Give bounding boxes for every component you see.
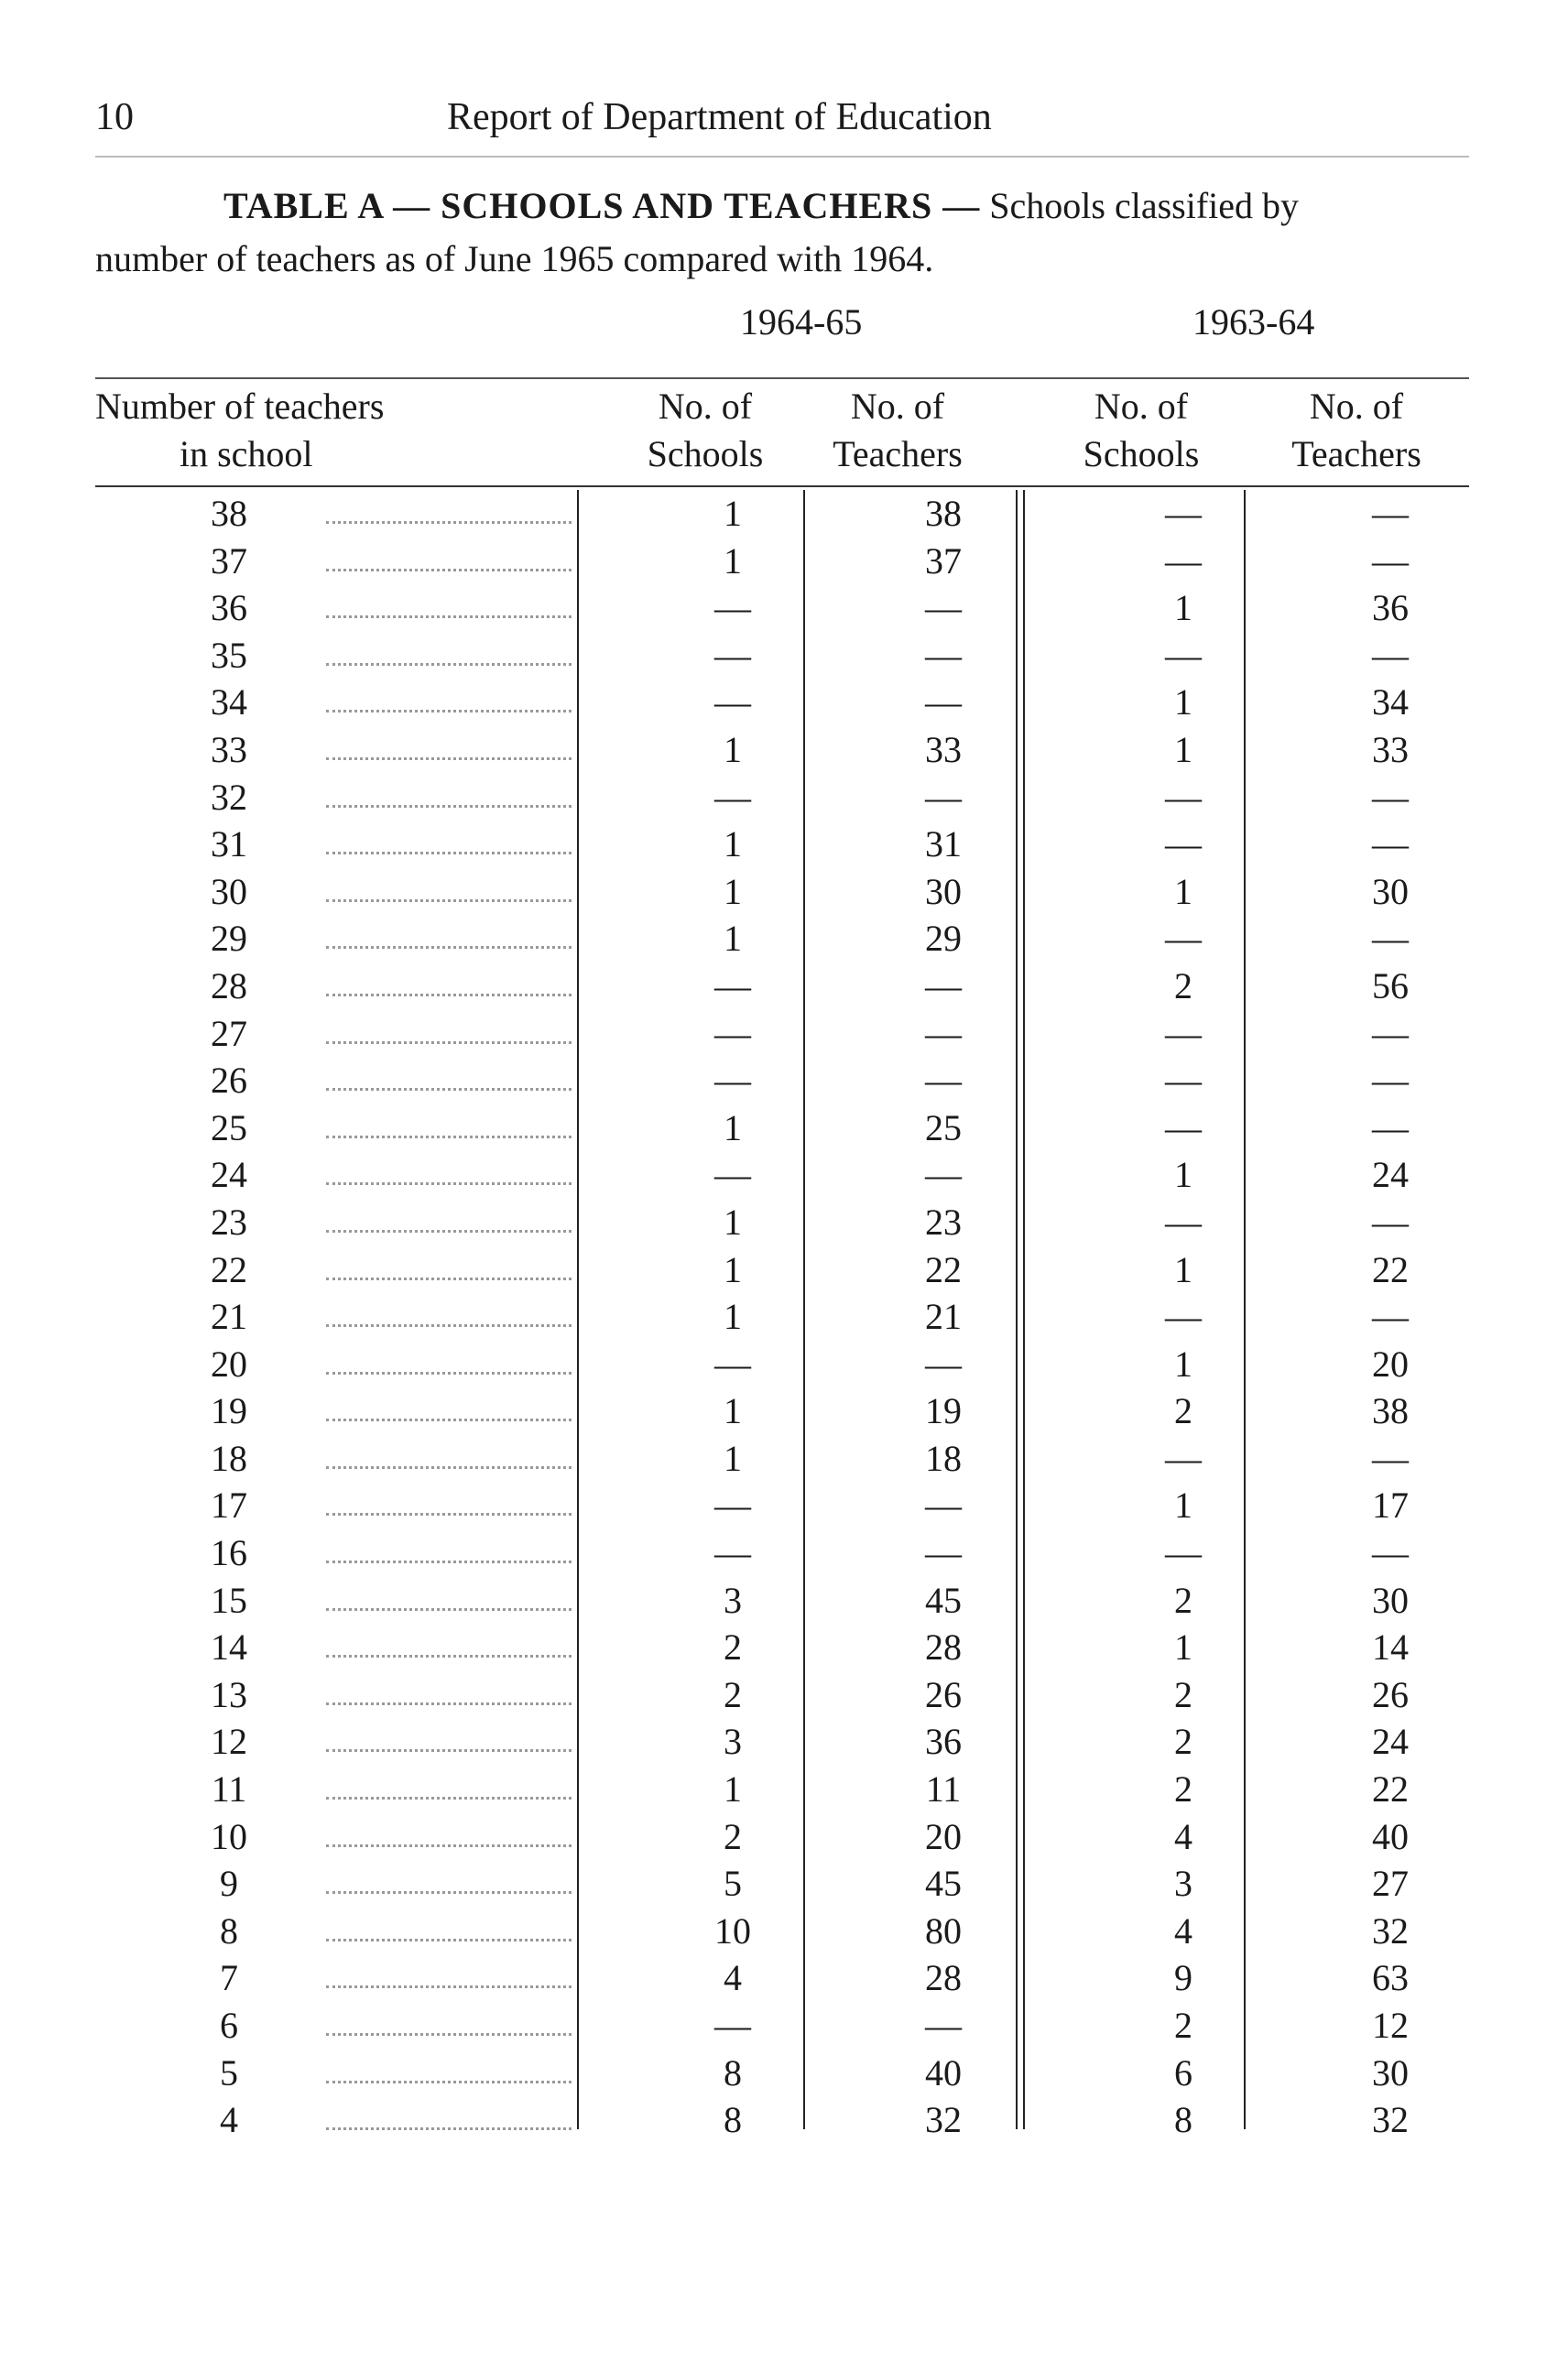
cell-teachers-current: 28 bbox=[925, 1626, 962, 1669]
table-row bbox=[0, 1718, 1568, 1766]
cell-teachers-current: 26 bbox=[925, 1673, 962, 1715]
running-head bbox=[95, 95, 1469, 150]
table-row bbox=[0, 1860, 1568, 1908]
cell-teachers-current: 32 bbox=[925, 2099, 962, 2141]
cell-schools-previous: — bbox=[1165, 634, 1202, 676]
table-row bbox=[0, 1010, 1568, 1058]
cell-number-of-teachers: 13 bbox=[211, 1673, 247, 1715]
cell-schools-previous: 3 bbox=[1174, 1863, 1192, 1905]
dot-leader bbox=[326, 1324, 572, 1327]
cell-schools-current: 1 bbox=[724, 539, 742, 582]
cell-schools-current: — bbox=[714, 634, 751, 676]
dot-leader bbox=[326, 1466, 572, 1469]
column-header-line2: Teachers bbox=[1291, 433, 1421, 474]
cell-schools-previous: 2 bbox=[1174, 2005, 1192, 2046]
column-header-number-line2: in school bbox=[180, 433, 313, 474]
cell-schools-previous: 1 bbox=[1174, 1485, 1192, 1527]
cell-teachers-current: 29 bbox=[925, 918, 962, 960]
cell-number-of-teachers: 19 bbox=[211, 1390, 247, 1432]
cell-number-of-teachers: 24 bbox=[211, 1154, 247, 1196]
cell-teachers-previous: 33 bbox=[1372, 728, 1409, 770]
table-row bbox=[0, 915, 1568, 963]
cell-teachers-previous: — bbox=[1372, 776, 1409, 818]
cell-schools-current: — bbox=[714, 964, 751, 1006]
cell-teachers-previous: — bbox=[1372, 823, 1409, 865]
dot-leader bbox=[326, 569, 572, 571]
cell-schools-current: — bbox=[714, 1154, 751, 1196]
table-top-rule bbox=[95, 377, 1469, 379]
cell-teachers-current: — bbox=[925, 681, 962, 723]
column-header-schools-current bbox=[623, 383, 788, 478]
cell-teachers-current: 31 bbox=[925, 823, 962, 865]
dot-leader bbox=[326, 1655, 572, 1658]
cell-schools-current: 1 bbox=[724, 1106, 742, 1148]
table-row bbox=[0, 2050, 1568, 2097]
cell-schools-previous: 4 bbox=[1174, 1909, 1192, 1952]
table-row bbox=[0, 1246, 1568, 1294]
cell-schools-previous: 1 bbox=[1174, 870, 1192, 912]
table-row bbox=[0, 1199, 1568, 1246]
cell-number-of-teachers: 17 bbox=[211, 1485, 247, 1527]
dot-leader bbox=[326, 1041, 572, 1044]
dot-leader bbox=[326, 1561, 572, 1563]
cell-teachers-current: — bbox=[925, 1154, 962, 1196]
cell-schools-previous: 8 bbox=[1174, 2099, 1192, 2141]
dot-leader bbox=[326, 615, 572, 618]
cell-schools-previous: 1 bbox=[1174, 681, 1192, 723]
dot-leader bbox=[326, 899, 572, 902]
cell-number-of-teachers: 10 bbox=[211, 1815, 247, 1857]
cell-schools-current: 1 bbox=[724, 1768, 742, 1811]
cell-teachers-current: — bbox=[925, 1485, 962, 1527]
cell-teachers-previous: 20 bbox=[1372, 1343, 1409, 1385]
cell-schools-previous: 2 bbox=[1174, 964, 1192, 1006]
cell-schools-current: 1 bbox=[724, 728, 742, 770]
cell-teachers-current: 20 bbox=[925, 1815, 962, 1857]
cell-teachers-previous: 12 bbox=[1372, 2005, 1409, 2046]
cell-teachers-current: — bbox=[925, 1532, 962, 1574]
cell-teachers-previous: 24 bbox=[1372, 1154, 1409, 1196]
cell-schools-current: 1 bbox=[724, 1296, 742, 1338]
year-previous-label: 1963-64 bbox=[1192, 301, 1315, 343]
dot-leader bbox=[326, 710, 572, 712]
cell-schools-current: — bbox=[714, 1012, 751, 1054]
cell-number-of-teachers: 15 bbox=[211, 1579, 247, 1621]
table-row bbox=[0, 1387, 1568, 1435]
table-row bbox=[0, 584, 1568, 632]
cell-number-of-teachers: 31 bbox=[211, 823, 247, 865]
dot-leader bbox=[326, 1608, 572, 1611]
cell-schools-previous: 1 bbox=[1174, 1343, 1192, 1385]
table-row bbox=[0, 1104, 1568, 1152]
cell-schools-current: 8 bbox=[724, 2099, 742, 2141]
cell-teachers-previous: 56 bbox=[1372, 964, 1409, 1006]
cell-number-of-teachers: 30 bbox=[211, 870, 247, 912]
table-row bbox=[0, 1151, 1568, 1199]
cell-teachers-previous: — bbox=[1372, 1532, 1409, 1574]
cell-schools-previous: 1 bbox=[1174, 728, 1192, 770]
cell-schools-previous: — bbox=[1165, 1532, 1202, 1574]
cell-teachers-previous: — bbox=[1372, 1012, 1409, 1054]
cell-teachers-previous: 22 bbox=[1372, 1768, 1409, 1811]
table-row bbox=[0, 1293, 1568, 1341]
table-title: TABLE A — SCHOOLS AND TEACHERS — bbox=[223, 185, 981, 226]
cell-schools-previous: 2 bbox=[1174, 1390, 1192, 1432]
cell-teachers-previous: — bbox=[1372, 918, 1409, 960]
cell-schools-previous: 4 bbox=[1174, 1815, 1192, 1857]
cell-teachers-previous: — bbox=[1372, 1296, 1409, 1338]
cell-number-of-teachers: 23 bbox=[211, 1201, 247, 1243]
cell-number-of-teachers: 27 bbox=[211, 1012, 247, 1054]
column-header-schools-previous bbox=[1050, 383, 1233, 478]
cell-schools-previous: — bbox=[1165, 1296, 1202, 1338]
cell-number-of-teachers: 6 bbox=[220, 2005, 238, 2046]
cell-schools-previous: 1 bbox=[1174, 1154, 1192, 1196]
dot-leader bbox=[326, 1182, 572, 1185]
table-row bbox=[0, 679, 1568, 726]
dot-leader bbox=[326, 1702, 572, 1705]
cell-teachers-current: 33 bbox=[925, 728, 962, 770]
dot-leader bbox=[326, 663, 572, 666]
cell-schools-current: 10 bbox=[714, 1909, 751, 1952]
cell-schools-current: 1 bbox=[724, 870, 742, 912]
cell-number-of-teachers: 16 bbox=[211, 1532, 247, 1574]
column-header-number-of-teachers bbox=[95, 383, 480, 478]
cell-schools-previous: 2 bbox=[1174, 1721, 1192, 1763]
cell-teachers-current: 22 bbox=[925, 1248, 962, 1290]
running-title: Report of Department of Education bbox=[447, 96, 992, 138]
cell-teachers-previous: 30 bbox=[1372, 2051, 1409, 2094]
dot-leader bbox=[326, 521, 572, 524]
dot-leader bbox=[326, 1749, 572, 1752]
cell-schools-current: 3 bbox=[724, 1579, 742, 1621]
table-row bbox=[0, 538, 1568, 585]
cell-schools-current: — bbox=[714, 1060, 751, 1102]
dot-leader bbox=[326, 2127, 572, 2130]
table-row bbox=[0, 1766, 1568, 1813]
cell-teachers-current: 11 bbox=[925, 1768, 962, 1811]
cell-schools-current: 3 bbox=[724, 1721, 742, 1763]
cell-teachers-current: — bbox=[925, 964, 962, 1006]
cell-teachers-current: — bbox=[925, 776, 962, 818]
cell-teachers-previous: 22 bbox=[1372, 1248, 1409, 1290]
cell-teachers-current: 21 bbox=[925, 1296, 962, 1338]
dot-leader bbox=[326, 1372, 572, 1375]
cell-teachers-current: 19 bbox=[925, 1390, 962, 1432]
cell-schools-previous: — bbox=[1165, 823, 1202, 865]
cell-teachers-previous: — bbox=[1372, 634, 1409, 676]
table-body bbox=[0, 490, 1568, 2144]
dot-leader bbox=[326, 1513, 572, 1516]
header-divider bbox=[95, 156, 1469, 158]
cell-schools-previous: — bbox=[1165, 493, 1202, 534]
table-row bbox=[0, 1482, 1568, 1529]
table-row bbox=[0, 490, 1568, 538]
cell-teachers-previous: 40 bbox=[1372, 1815, 1409, 1857]
column-header-number-line1: Number of teachers bbox=[95, 386, 385, 427]
cell-number-of-teachers: 37 bbox=[211, 539, 247, 582]
cell-teachers-previous: 30 bbox=[1372, 1579, 1409, 1621]
dot-leader bbox=[326, 805, 572, 808]
cell-teachers-current: — bbox=[925, 2005, 962, 2046]
caption-text-2: number of teachers as of June 1965 compared with 1964. bbox=[95, 238, 934, 279]
cell-schools-current: 2 bbox=[724, 1626, 742, 1669]
cell-schools-current: 5 bbox=[724, 1863, 742, 1905]
cell-teachers-current: 23 bbox=[925, 1201, 962, 1243]
cell-teachers-previous: 26 bbox=[1372, 1673, 1409, 1715]
cell-number-of-teachers: 38 bbox=[211, 493, 247, 534]
cell-teachers-current: 18 bbox=[925, 1437, 962, 1479]
cell-teachers-current: — bbox=[925, 1343, 962, 1385]
cell-schools-current: — bbox=[714, 1343, 751, 1385]
year-current-label: 1964-65 bbox=[740, 301, 863, 343]
cell-number-of-teachers: 26 bbox=[211, 1060, 247, 1102]
dot-leader bbox=[326, 852, 572, 854]
cell-schools-current: 1 bbox=[724, 918, 742, 960]
cell-teachers-previous: 30 bbox=[1372, 870, 1409, 912]
cell-teachers-current: 28 bbox=[925, 1957, 962, 1999]
cell-schools-current: — bbox=[714, 1532, 751, 1574]
cell-number-of-teachers: 4 bbox=[220, 2099, 238, 2141]
column-header-line2: Teachers bbox=[833, 433, 963, 474]
cell-number-of-teachers: 33 bbox=[211, 728, 247, 770]
cell-teachers-current: — bbox=[925, 587, 962, 629]
cell-teachers-previous: — bbox=[1372, 1060, 1409, 1102]
cell-schools-previous: 9 bbox=[1174, 1957, 1192, 1999]
cell-number-of-teachers: 25 bbox=[211, 1106, 247, 1148]
cell-schools-current: 8 bbox=[724, 2051, 742, 2094]
table-row bbox=[0, 1577, 1568, 1625]
cell-teachers-current: 38 bbox=[925, 493, 962, 534]
table-row bbox=[0, 821, 1568, 868]
cell-number-of-teachers: 29 bbox=[211, 918, 247, 960]
cell-teachers-current: — bbox=[925, 1060, 962, 1102]
cell-schools-current: — bbox=[714, 776, 751, 818]
cell-teachers-current: 30 bbox=[925, 870, 962, 912]
table-row bbox=[0, 774, 1568, 821]
cell-schools-current: 1 bbox=[724, 493, 742, 534]
cell-teachers-current: 37 bbox=[925, 539, 962, 582]
cell-teachers-previous: — bbox=[1372, 1201, 1409, 1243]
dot-leader bbox=[326, 946, 572, 949]
column-header-line1: No. of bbox=[658, 386, 753, 427]
table-row bbox=[0, 1057, 1568, 1104]
page-number: 10 bbox=[95, 96, 134, 138]
column-header-teachers-current bbox=[806, 383, 989, 478]
dot-leader bbox=[326, 1419, 572, 1421]
cell-schools-current: — bbox=[714, 1485, 751, 1527]
cell-schools-current: 2 bbox=[724, 1673, 742, 1715]
cell-teachers-previous: 34 bbox=[1372, 681, 1409, 723]
caption-line-1 bbox=[95, 179, 1478, 233]
cell-number-of-teachers: 21 bbox=[211, 1296, 247, 1338]
table-row bbox=[0, 2096, 1568, 2144]
cell-schools-current: 1 bbox=[724, 823, 742, 865]
dot-leader bbox=[326, 1136, 572, 1138]
cell-schools-current: 1 bbox=[724, 1248, 742, 1290]
cell-teachers-previous: 17 bbox=[1372, 1485, 1409, 1527]
dot-leader bbox=[326, 1985, 572, 1988]
cell-teachers-previous: — bbox=[1372, 1437, 1409, 1479]
cell-teachers-previous: 63 bbox=[1372, 1957, 1409, 1999]
cell-schools-current: 1 bbox=[724, 1390, 742, 1432]
column-header-teachers-previous bbox=[1251, 383, 1462, 478]
cell-number-of-teachers: 28 bbox=[211, 964, 247, 1006]
table-row bbox=[0, 1954, 1568, 2002]
cell-teachers-previous: 32 bbox=[1372, 1909, 1409, 1952]
cell-number-of-teachers: 36 bbox=[211, 587, 247, 629]
cell-schools-previous: 2 bbox=[1174, 1768, 1192, 1811]
table-row bbox=[0, 1908, 1568, 1955]
table-row bbox=[0, 1529, 1568, 1577]
dot-leader bbox=[326, 757, 572, 760]
cell-schools-current: — bbox=[714, 587, 751, 629]
table-row bbox=[0, 1813, 1568, 1861]
table-header-rule bbox=[95, 485, 1469, 487]
dot-leader bbox=[326, 1797, 572, 1800]
cell-schools-previous: 2 bbox=[1174, 1673, 1192, 1715]
table-row bbox=[0, 1624, 1568, 1671]
dot-leader bbox=[326, 2033, 572, 2036]
cell-schools-previous: — bbox=[1165, 776, 1202, 818]
cell-schools-previous: — bbox=[1165, 1060, 1202, 1102]
cell-number-of-teachers: 8 bbox=[220, 1909, 238, 1952]
table-row bbox=[0, 632, 1568, 680]
cell-teachers-current: 45 bbox=[925, 1579, 962, 1621]
cell-number-of-teachers: 11 bbox=[211, 1768, 247, 1811]
cell-schools-previous: 1 bbox=[1174, 587, 1192, 629]
cell-number-of-teachers: 7 bbox=[220, 1957, 238, 1999]
dot-leader bbox=[326, 1939, 572, 1941]
cell-number-of-teachers: 34 bbox=[211, 681, 247, 723]
cell-teachers-previous: 36 bbox=[1372, 587, 1409, 629]
cell-teachers-previous: 32 bbox=[1372, 2099, 1409, 2141]
column-header-line1: No. of bbox=[1309, 386, 1404, 427]
cell-schools-current: 2 bbox=[724, 1815, 742, 1857]
cell-teachers-current: — bbox=[925, 634, 962, 676]
cell-schools-previous: — bbox=[1165, 918, 1202, 960]
cell-schools-previous: — bbox=[1165, 1201, 1202, 1243]
column-header-line2: Schools bbox=[647, 433, 764, 474]
cell-schools-previous: — bbox=[1165, 1106, 1202, 1148]
cell-schools-current: — bbox=[714, 681, 751, 723]
column-header-line1: No. of bbox=[850, 386, 945, 427]
dot-leader bbox=[326, 994, 572, 996]
cell-number-of-teachers: 18 bbox=[211, 1437, 247, 1479]
table-row bbox=[0, 1435, 1568, 1483]
dot-leader bbox=[326, 2081, 572, 2083]
dot-leader bbox=[326, 1230, 572, 1233]
caption-text-1: Schools classified by bbox=[989, 185, 1300, 226]
table-row bbox=[0, 1341, 1568, 1388]
cell-number-of-teachers: 12 bbox=[211, 1721, 247, 1763]
table-row bbox=[0, 2002, 1568, 2050]
cell-teachers-current: — bbox=[925, 1012, 962, 1054]
table-row bbox=[0, 726, 1568, 774]
cell-number-of-teachers: 14 bbox=[211, 1626, 247, 1669]
dot-leader bbox=[326, 1088, 572, 1091]
dot-leader bbox=[326, 1891, 572, 1894]
cell-schools-current: 1 bbox=[724, 1201, 742, 1243]
table-caption bbox=[95, 179, 1478, 286]
cell-teachers-current: 80 bbox=[925, 1909, 962, 1952]
cell-schools-previous: — bbox=[1165, 1012, 1202, 1054]
table-row bbox=[0, 963, 1568, 1010]
cell-schools-previous: 1 bbox=[1174, 1248, 1192, 1290]
cell-schools-previous: 6 bbox=[1174, 2051, 1192, 2094]
cell-number-of-teachers: 5 bbox=[220, 2051, 238, 2094]
dot-leader bbox=[326, 1278, 572, 1280]
cell-teachers-current: 25 bbox=[925, 1106, 962, 1148]
cell-teachers-previous: 38 bbox=[1372, 1390, 1409, 1432]
cell-schools-previous: — bbox=[1165, 1437, 1202, 1479]
cell-number-of-teachers: 20 bbox=[211, 1343, 247, 1385]
cell-teachers-previous: 14 bbox=[1372, 1626, 1409, 1669]
cell-schools-previous: 2 bbox=[1174, 1579, 1192, 1621]
cell-teachers-current: 40 bbox=[925, 2051, 962, 2094]
cell-teachers-previous: — bbox=[1372, 493, 1409, 534]
cell-schools-previous: 1 bbox=[1174, 1626, 1192, 1669]
cell-schools-current: 1 bbox=[724, 1437, 742, 1479]
table-row bbox=[0, 1671, 1568, 1719]
cell-schools-current: — bbox=[714, 2005, 751, 2046]
cell-teachers-previous: 24 bbox=[1372, 1721, 1409, 1763]
column-header-line1: No. of bbox=[1094, 386, 1189, 427]
cell-schools-previous: — bbox=[1165, 539, 1202, 582]
cell-number-of-teachers: 35 bbox=[211, 634, 247, 676]
cell-teachers-previous: — bbox=[1372, 539, 1409, 582]
cell-number-of-teachers: 22 bbox=[211, 1248, 247, 1290]
cell-teachers-current: 36 bbox=[925, 1721, 962, 1763]
dot-leader bbox=[326, 1844, 572, 1847]
cell-number-of-teachers: 9 bbox=[220, 1863, 238, 1905]
cell-teachers-current: 45 bbox=[925, 1863, 962, 1905]
cell-number-of-teachers: 32 bbox=[211, 776, 247, 818]
cell-teachers-previous: 27 bbox=[1372, 1863, 1409, 1905]
cell-teachers-previous: — bbox=[1372, 1106, 1409, 1148]
cell-schools-current: 4 bbox=[724, 1957, 742, 1999]
column-header-line2: Schools bbox=[1083, 433, 1200, 474]
table-row bbox=[0, 868, 1568, 916]
